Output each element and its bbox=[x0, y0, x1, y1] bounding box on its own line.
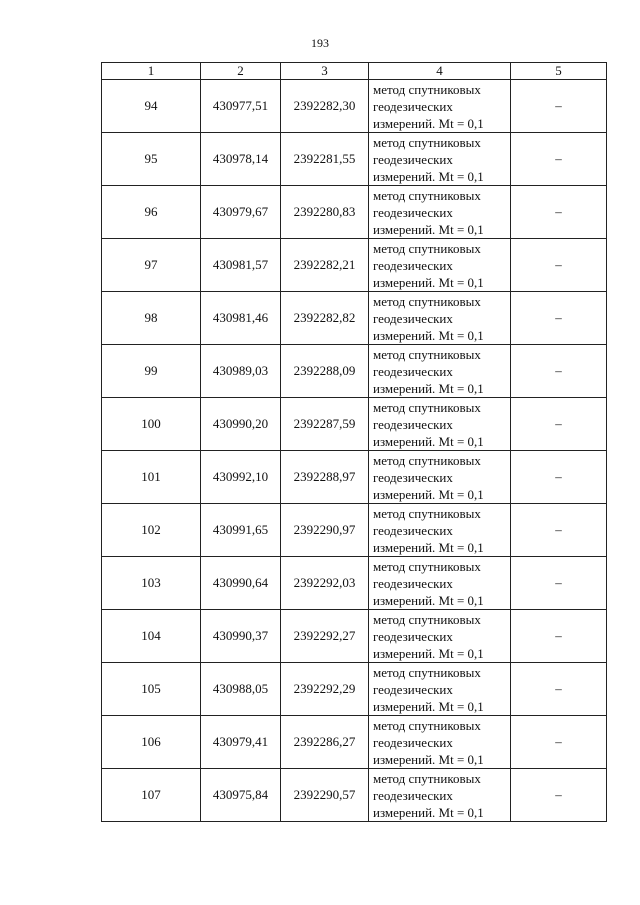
method-description bbox=[369, 133, 511, 186]
method-line: измерений. Mt = 0,1 bbox=[373, 804, 484, 820]
table-row bbox=[102, 716, 607, 769]
point-number: 94 bbox=[102, 80, 201, 133]
header-col-3: 3 bbox=[281, 63, 369, 80]
method-line: измерений. Mt = 0,1 bbox=[373, 327, 484, 343]
method-line: метод спутниковых bbox=[373, 664, 481, 680]
note: – bbox=[511, 398, 607, 451]
note: – bbox=[511, 504, 607, 557]
coordinate-y: 2392292,03 bbox=[281, 557, 369, 610]
method-description bbox=[369, 610, 511, 663]
table-row bbox=[102, 186, 607, 239]
method-line: метод спутниковых bbox=[373, 134, 481, 150]
coordinate-y: 2392282,21 bbox=[281, 239, 369, 292]
method-line: геодезических bbox=[373, 204, 453, 220]
page-number: 193 bbox=[311, 36, 329, 50]
header-col-5: 5 bbox=[511, 63, 607, 80]
method-line: метод спутниковых bbox=[373, 346, 481, 362]
method-line: измерений. Mt = 0,1 bbox=[373, 751, 484, 767]
point-number: 98 bbox=[102, 292, 201, 345]
method-line: измерений. Mt = 0,1 bbox=[373, 115, 484, 131]
method-line: геодезических bbox=[373, 575, 453, 591]
method-line: метод спутниковых bbox=[373, 558, 481, 574]
method-description bbox=[369, 186, 511, 239]
method-description bbox=[369, 716, 511, 769]
table-row bbox=[102, 504, 607, 557]
note: – bbox=[511, 557, 607, 610]
point-number: 96 bbox=[102, 186, 201, 239]
note: – bbox=[511, 451, 607, 504]
method-line: геодезических bbox=[373, 522, 453, 538]
note: – bbox=[511, 80, 607, 133]
note: – bbox=[511, 133, 607, 186]
point-number: 102 bbox=[102, 504, 201, 557]
method-description bbox=[369, 663, 511, 716]
coordinate-y: 2392280,83 bbox=[281, 186, 369, 239]
coordinates-table bbox=[101, 62, 607, 822]
coordinate-x: 430990,64 bbox=[201, 557, 281, 610]
point-number: 95 bbox=[102, 133, 201, 186]
method-line: геодезических bbox=[373, 469, 453, 485]
point-number: 104 bbox=[102, 610, 201, 663]
coordinate-y: 2392290,57 bbox=[281, 769, 369, 822]
method-line: геодезических bbox=[373, 681, 453, 697]
method-line: метод спутниковых bbox=[373, 240, 481, 256]
coordinate-y: 2392288,09 bbox=[281, 345, 369, 398]
method-line: метод спутниковых bbox=[373, 611, 481, 627]
table-row bbox=[102, 398, 607, 451]
coordinate-y: 2392292,27 bbox=[281, 610, 369, 663]
header-col-4: 4 bbox=[369, 63, 511, 80]
note: – bbox=[511, 239, 607, 292]
table-row bbox=[102, 292, 607, 345]
method-line: геодезических bbox=[373, 363, 453, 379]
note: – bbox=[511, 769, 607, 822]
method-line: метод спутниковых bbox=[373, 399, 481, 415]
coordinate-y: 2392281,55 bbox=[281, 133, 369, 186]
method-line: измерений. Mt = 0,1 bbox=[373, 592, 484, 608]
coordinate-x: 430992,10 bbox=[201, 451, 281, 504]
method-line: геодезических bbox=[373, 787, 453, 803]
method-line: метод спутниковых bbox=[373, 717, 481, 733]
note: – bbox=[511, 610, 607, 663]
note: – bbox=[511, 292, 607, 345]
coordinate-x: 430981,46 bbox=[201, 292, 281, 345]
method-description bbox=[369, 239, 511, 292]
coordinate-x: 430981,57 bbox=[201, 239, 281, 292]
method-line: метод спутниковых bbox=[373, 505, 481, 521]
method-line: геодезических bbox=[373, 98, 453, 114]
method-line: измерений. Mt = 0,1 bbox=[373, 645, 484, 661]
coordinate-x: 430979,67 bbox=[201, 186, 281, 239]
coordinate-x: 430990,37 bbox=[201, 610, 281, 663]
coordinate-x: 430988,05 bbox=[201, 663, 281, 716]
coordinate-x: 430989,03 bbox=[201, 345, 281, 398]
coordinate-y: 2392288,97 bbox=[281, 451, 369, 504]
table-row bbox=[102, 239, 607, 292]
method-line: геодезических bbox=[373, 734, 453, 750]
method-line: метод спутниковых bbox=[373, 293, 481, 309]
coordinate-x: 430979,41 bbox=[201, 716, 281, 769]
note: – bbox=[511, 345, 607, 398]
coordinate-y: 2392282,82 bbox=[281, 292, 369, 345]
note: – bbox=[511, 716, 607, 769]
table-row bbox=[102, 133, 607, 186]
header-col-2: 2 bbox=[201, 63, 281, 80]
method-description bbox=[369, 504, 511, 557]
table-row bbox=[102, 557, 607, 610]
point-number: 101 bbox=[102, 451, 201, 504]
coordinate-y: 2392286,27 bbox=[281, 716, 369, 769]
table-row bbox=[102, 769, 607, 822]
method-description bbox=[369, 769, 511, 822]
method-line: геодезических bbox=[373, 416, 453, 432]
method-description bbox=[369, 557, 511, 610]
header-col-1: 1 bbox=[102, 63, 201, 80]
table-row bbox=[102, 610, 607, 663]
table-row bbox=[102, 451, 607, 504]
note: – bbox=[511, 663, 607, 716]
coordinate-y: 2392290,97 bbox=[281, 504, 369, 557]
point-number: 97 bbox=[102, 239, 201, 292]
method-line: метод спутниковых bbox=[373, 81, 481, 97]
point-number: 106 bbox=[102, 716, 201, 769]
table-header bbox=[102, 63, 607, 80]
method-description bbox=[369, 451, 511, 504]
coordinate-x: 430991,65 bbox=[201, 504, 281, 557]
coordinate-y: 2392287,59 bbox=[281, 398, 369, 451]
method-line: измерений. Mt = 0,1 bbox=[373, 486, 484, 502]
coordinate-x: 430990,20 bbox=[201, 398, 281, 451]
method-line: измерений. Mt = 0,1 bbox=[373, 698, 484, 714]
point-number: 107 bbox=[102, 769, 201, 822]
coordinate-y: 2392292,29 bbox=[281, 663, 369, 716]
header-row bbox=[102, 63, 607, 80]
point-number: 105 bbox=[102, 663, 201, 716]
coordinate-x: 430978,14 bbox=[201, 133, 281, 186]
point-number: 103 bbox=[102, 557, 201, 610]
method-line: измерений. Mt = 0,1 bbox=[373, 221, 484, 237]
method-line: измерений. Mt = 0,1 bbox=[373, 274, 484, 290]
method-line: геодезических bbox=[373, 257, 453, 273]
method-line: метод спутниковых bbox=[373, 770, 481, 786]
point-number: 100 bbox=[102, 398, 201, 451]
method-line: измерений. Mt = 0,1 bbox=[373, 380, 484, 396]
point-number: 99 bbox=[102, 345, 201, 398]
method-line: метод спутниковых bbox=[373, 187, 481, 203]
method-line: геодезических bbox=[373, 310, 453, 326]
method-line: измерений. Mt = 0,1 bbox=[373, 168, 484, 184]
method-line: измерений. Mt = 0,1 bbox=[373, 539, 484, 555]
table-body bbox=[102, 80, 607, 822]
coordinate-x: 430977,51 bbox=[201, 80, 281, 133]
table-row bbox=[102, 345, 607, 398]
table-row bbox=[102, 663, 607, 716]
method-description bbox=[369, 398, 511, 451]
method-line: геодезических bbox=[373, 628, 453, 644]
note: – bbox=[511, 186, 607, 239]
method-line: метод спутниковых bbox=[373, 452, 481, 468]
method-description bbox=[369, 345, 511, 398]
coordinate-y: 2392282,30 bbox=[281, 80, 369, 133]
method-description bbox=[369, 292, 511, 345]
method-description bbox=[369, 80, 511, 133]
coordinate-x: 430975,84 bbox=[201, 769, 281, 822]
table-row bbox=[102, 80, 607, 133]
method-line: геодезических bbox=[373, 151, 453, 167]
method-line: измерений. Mt = 0,1 bbox=[373, 433, 484, 449]
